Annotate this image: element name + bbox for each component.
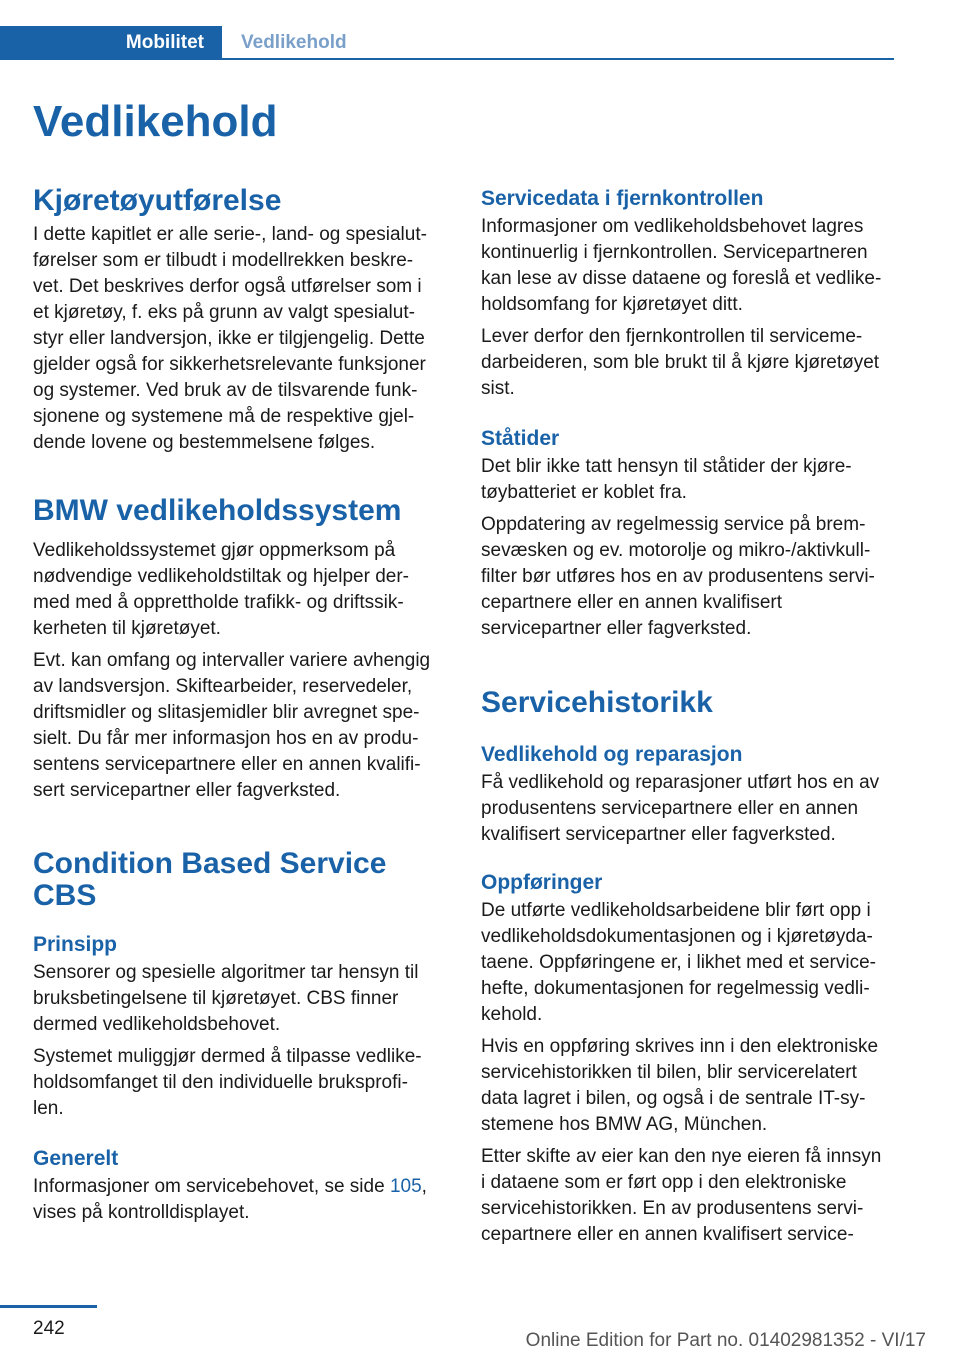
text-line: kontinuerlig i fjernkontrollen. Servicepartneren — [481, 242, 868, 263]
text-line: kvalifisert servicepartner eller fagverksted. — [481, 824, 836, 845]
page-number: 242 — [33, 1318, 65, 1339]
text-line: vises på kontrolldisplayet. — [33, 1202, 250, 1223]
text-line: De utførte vedlikeholdsarbeidene blir ført opp i — [481, 900, 871, 921]
text-line: vedlikeholdsdokumentasjonen og i kjøretøyda- — [481, 926, 873, 947]
text-line: Systemet muliggjør dermed å tilpasse vedlike- — [33, 1046, 422, 1067]
left-column — [33, 186, 447, 1226]
tab-vedlikehold[interactable] — [241, 26, 347, 60]
header-rule — [222, 58, 894, 60]
text-line: sielt. Du får mer informasjon hos en av produ- — [33, 728, 419, 749]
heading-servicedata: Servicedata i fjernkontrollen — [481, 187, 764, 210]
heading-oppforinger: Oppføringer — [481, 871, 603, 894]
text-line: Lever derfor den fjernkontrollen til serviceme- — [481, 326, 863, 347]
paragraph-statider-1 — [481, 454, 895, 506]
paragraph-servicedata-2 — [481, 324, 895, 402]
heading-vedlikehold-og-reparasjon: Vedlikehold og reparasjon — [481, 743, 743, 766]
paragraph-generelt — [33, 1174, 447, 1226]
tab-mobilitet[interactable] — [0, 26, 222, 60]
heading-generelt: Generelt — [33, 1147, 119, 1170]
text-line: Oppdatering av regelmessig service på brem- — [481, 514, 866, 535]
text-line: sert servicepartner eller fagverksted. — [33, 780, 341, 801]
text-line: dermed vedlikeholdsbehovet. — [33, 1014, 281, 1035]
text-line: dende lovene og bestemmelsene følges. — [33, 432, 376, 453]
paragraph-oppforinger-1 — [481, 898, 895, 1028]
text-line: gjelder også for sikkerhetsrelevante funksjoner — [33, 354, 426, 375]
text-line: holdsomfanget til den individuelle bruksprofi- — [33, 1072, 408, 1093]
text-line: styr eller landversjon, ikke er tilgjengelig. Dette — [33, 328, 425, 349]
text-line: vet. Det beskrives derfor også utførelser som i — [33, 276, 422, 297]
text-line: cepartnere eller en annen kvalifisert — [481, 592, 783, 613]
paragraph-kjoretoyutforelse — [33, 222, 447, 456]
text-line: Etter skifte av eier kan den nye eieren få innsyn — [481, 1146, 882, 1167]
paragraph-oppforinger-2 — [481, 1034, 895, 1138]
text-line: Det blir ikke tatt hensyn til ståtider der kjøre- — [481, 456, 852, 477]
heading-prinsipp: Prinsipp — [33, 933, 118, 956]
heading-statider: Ståtider — [481, 427, 560, 450]
text-line: nødvendige vedlikeholdstiltak og hjelper der- — [33, 566, 410, 587]
text-line: sjonene og systemene må de respektive gjel- — [33, 406, 415, 427]
text-line: og systemer. Ved bruk av de tilsvarende funk- — [33, 380, 418, 401]
text-line: med med å opprettholde trafikk- og driftssik- — [33, 592, 404, 613]
text-line: data lagret i bilen, og også i de sentrale IT-sy- — [481, 1088, 866, 1109]
paragraph-servicedata-1 — [481, 214, 895, 318]
paragraph-oppforinger-3 — [481, 1144, 895, 1248]
paragraph-prinsipp-2 — [33, 1044, 447, 1122]
heading-line: CBS — [33, 879, 97, 912]
text-line: Sensorer og spesielle algoritmer tar hensyn til — [33, 962, 419, 983]
text-line: cepartnere eller en annen kvalifisert service- — [481, 1224, 854, 1245]
text-line: Hvis en oppføring skrives inn i den elektroniske — [481, 1036, 879, 1057]
tab-vedlikehold-label: Vedlikehold — [241, 32, 347, 53]
text-line: produsentens servicepartnere eller en annen — [481, 798, 859, 819]
paragraph-bmw-1 — [33, 538, 447, 642]
text-line: tøybatteriet er koblet fra. — [481, 482, 687, 503]
heading-kjoretoyutforelse: Kjøretøyutførelse — [33, 184, 282, 217]
text-line: I dette kapitlet er alle serie-, land- og spesialut- — [33, 224, 427, 245]
heading-bmw-vedlikeholdssystem: BMW vedlikeholdssystem — [33, 494, 402, 527]
text-line: Evt. kan omfang og intervaller variere avhengig — [33, 650, 431, 671]
text-line: taene. Oppføringene er, i likhet med et service- — [481, 952, 876, 973]
text-line: Få vedlikehold og reparasjoner utført hos en av — [481, 772, 880, 793]
text-segment: Informasjoner om servicebehovet, se side — [33, 1176, 390, 1197]
text-line: Vedlikeholdssystemet gjør oppmerksom på — [33, 540, 396, 561]
page-number-rule — [0, 1305, 97, 1308]
heading-condition-based-service — [33, 848, 447, 912]
text-segment: , — [421, 1176, 427, 1197]
tab-mobilitet-label: Mobilitet — [125, 32, 204, 53]
text-line: i dataene som er ført opp i den elektroniske — [481, 1172, 847, 1193]
text-line: av landsversjon. Skiftearbeider, reservedeler, — [33, 676, 413, 697]
text-line: servicepartner eller fagverksted. — [481, 618, 752, 639]
text-line: sist. — [481, 378, 515, 399]
right-column — [481, 186, 895, 1248]
chapter-tab-bar — [0, 26, 894, 60]
text-line: Informasjoner om vedlikeholdsbehovet lagres — [481, 216, 864, 237]
text-line: sevæsken og ev. motorolje og mikro-/aktivkull- — [481, 540, 871, 561]
paragraph-statider-2 — [481, 512, 895, 642]
heading-servicehistorikk: Servicehistorikk — [481, 686, 713, 719]
paragraph-bmw-2 — [33, 648, 447, 804]
text-line: et kjøretøy, f. eks på grunn av valgt spesialut- — [33, 302, 415, 323]
text-line: kerheten til kjøretøyet. — [33, 618, 221, 639]
paragraph-prinsipp-1 — [33, 960, 447, 1038]
heading-line: Condition Based Service — [33, 847, 387, 880]
paragraph-vedlikehold-og-reparasjon — [481, 770, 895, 848]
footer-edition: Online Edition for Part no. 01402981352 - VI/17 — [525, 1330, 926, 1351]
page-title: Vedlikehold — [33, 97, 278, 146]
text-line: bruksbetingelsene til kjøretøyet. CBS finner — [33, 988, 399, 1009]
text-line: kan lese av disse dataene og foreslå et vedlike- — [481, 268, 882, 289]
page-reference-link[interactable]: 105 — [389, 1176, 422, 1197]
text-line: len. — [33, 1098, 64, 1119]
text-line: kehold. — [481, 1004, 543, 1025]
text-line: førelser som er tilbudt i modellrekken beskre- — [33, 250, 414, 271]
text-line: servicehistorikken til bilen, blir servicerelatert — [481, 1062, 857, 1083]
text-line: sentens servicepartnere eller en annen kvalifi- — [33, 754, 421, 775]
text-line: darbeideren, som ble brukt til å kjøre kjøretøyet — [481, 352, 880, 373]
text-line: hefte, dokumentasjonen for regelmessig vedli- — [481, 978, 870, 999]
text-line: holdsomfang for kjøretøyet ditt. — [481, 294, 743, 315]
text-line: driftsmidler og slitasjemidler blir avregnet spe- — [33, 702, 420, 723]
text-line: filter bør utføres hos en av produsentens servi- — [481, 566, 875, 587]
text-line: stemene hos BMW AG, München. — [481, 1114, 768, 1135]
text-line: servicehistorikken. En av produsentens servi- — [481, 1198, 864, 1219]
